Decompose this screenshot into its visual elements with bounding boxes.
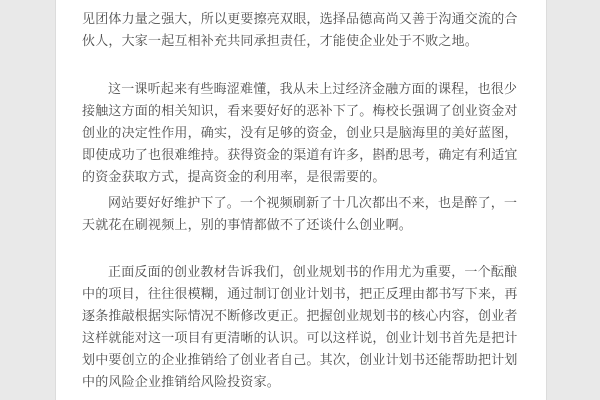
paragraph-2: 这一课听起来有些晦涩难懂，我从未上过经济金融方面的课程，也很少接触这方面的相关知识，看来要好好的恶补下了。梅校长强调了创业资金对创业的决定性作用，确实，没有足够的资金，创业只是脑海里的美好蓝图，即使成功了也很难维持。获得资金的渠道有许多，斟酌思考，确定有利适宜的资金获取方式，提高资金的利用率，是很需要的。 (82, 82, 518, 185)
paragraph-3: 网站要好好维护下了。一个视频刷新了十几次都出不来，也是醉了，一天就花在刷视频上，别的事情都做不了还谈什么创业啊。 (82, 196, 518, 233)
paragraph-4: 正面反面的创业教材告诉我们，创业规划书的作用尤为重要，一个酝酿中的项目，往往很模糊，通过制订创业计划书，把正反理由都书写下来，再逐条推敲根据实际情况不断修改更正。把握创业规划书的核心内容，创业者这样就能对这一项目有更清晰的认识。可以这样说，创业计划书首先是把计划中要创立的企业推销给了创业者自己。其次，创业计划书还能帮助把计划中的风险企业推销给风险投资家。 (82, 265, 518, 390)
document-page (56, 0, 546, 400)
paragraph-1: 见团体力量之强大，所以更要擦亮双眼，选择品德高尚又善于沟通交流的合伙人，大家一起互相补充共同承担责任，才能使企业处于不败之地。 (82, 12, 518, 49)
